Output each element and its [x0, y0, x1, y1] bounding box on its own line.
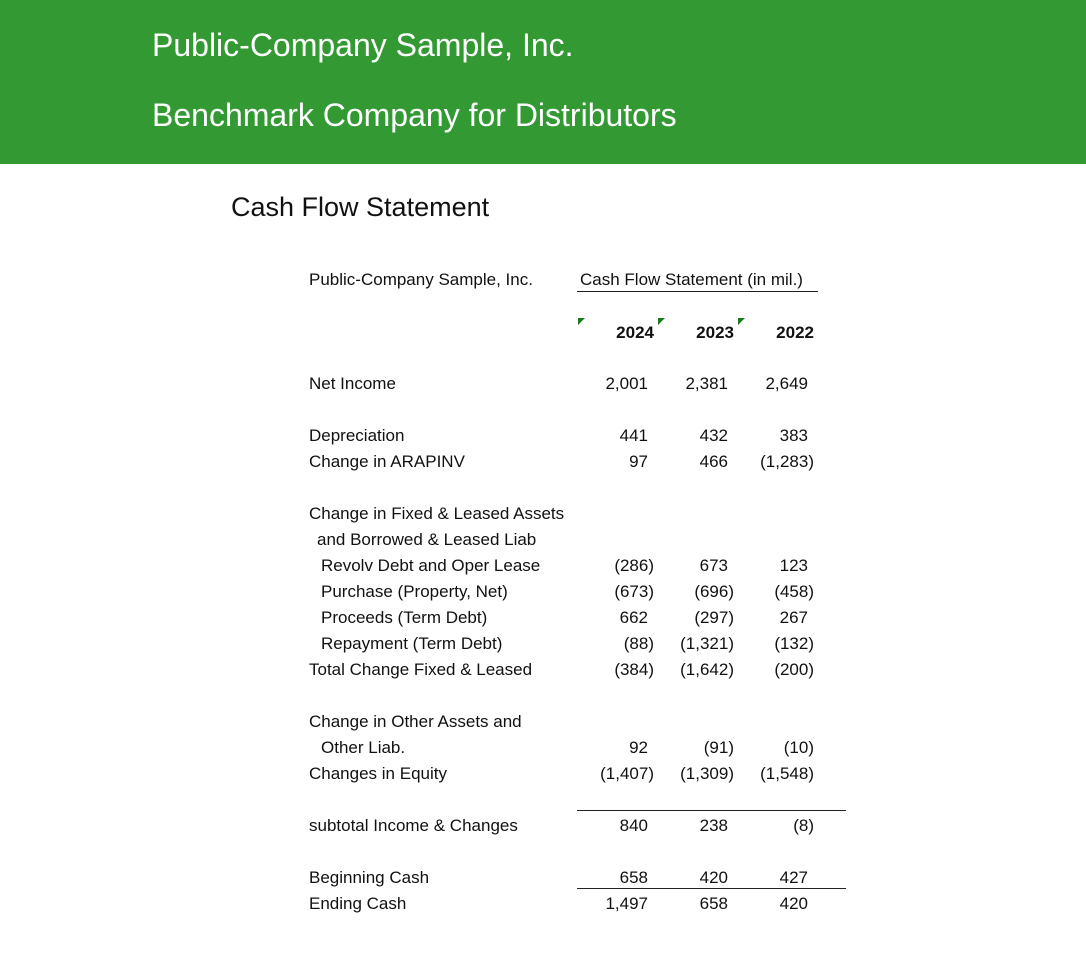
row-label-purchase: Purchase (Property, Net) — [321, 582, 508, 601]
year-header-2023: 2023 — [696, 323, 734, 342]
cell-repayment-2023: (1,321) — [680, 634, 734, 653]
header-subtitle: Benchmark Company for Distributors — [152, 97, 677, 133]
cell-subtotal-2024: 840 — [619, 816, 648, 835]
cell-ending-cash-2022: 420 — [779, 894, 808, 913]
row-label-proceeds: Proceeds (Term Debt) — [321, 608, 488, 627]
cell-ending-cash-2023: 658 — [699, 894, 728, 913]
cell-subtotal-2022: (8) — [793, 816, 814, 835]
cell-revolv-debt-2022: 123 — [779, 556, 808, 575]
cell-other-liab-2024: 92 — [629, 738, 648, 757]
header-band — [0, 0, 1086, 164]
row-label-other-liab: Other Liab. — [321, 738, 406, 757]
row-label-depreciation: Depreciation — [309, 426, 405, 445]
cell-subtotal-2023: 238 — [699, 816, 728, 835]
cell-error-indicator-icon — [738, 318, 745, 325]
cell-proceeds-2024: 662 — [619, 608, 648, 627]
row-label-beginning-cash: Beginning Cash — [309, 868, 430, 887]
cell-purchase-2022: (458) — [774, 582, 814, 601]
cell-revolv-debt-2023: 673 — [699, 556, 728, 575]
cell-other-liab-2023: (91) — [703, 738, 734, 757]
row-label-change-arapinv: Change in ARAPINV — [309, 452, 465, 471]
cell-net-income-2024: 2,001 — [605, 374, 648, 393]
cell-total-fixed-leased-2024: (384) — [614, 660, 654, 679]
header-company-name: Public-Company Sample, Inc. — [152, 27, 574, 63]
page-title: Cash Flow Statement — [231, 192, 490, 222]
cell-change-arapinv-2023: 466 — [699, 452, 728, 471]
cell-beginning-cash-2024: 658 — [619, 868, 648, 887]
row-heading-borrowed-leased: and Borrowed & Leased Liab — [317, 530, 537, 549]
row-label-changes-equity: Changes in Equity — [309, 764, 447, 783]
cell-beginning-cash-2023: 420 — [699, 868, 728, 887]
cell-beginning-cash-2022: 427 — [779, 868, 808, 887]
row-label-revolv-debt: Revolv Debt and Oper Lease — [321, 556, 541, 575]
cell-changes-equity-2024: (1,407) — [600, 764, 654, 783]
table-company-label: Public-Company Sample, Inc. — [309, 270, 533, 289]
cell-repayment-2024: (88) — [623, 634, 654, 653]
cell-ending-cash-2024: 1,497 — [605, 894, 648, 913]
cell-error-indicator-icon — [658, 318, 665, 325]
cell-changes-equity-2022: (1,548) — [760, 764, 814, 783]
row-label-subtotal: subtotal Income & Changes — [309, 816, 518, 835]
cell-repayment-2022: (132) — [774, 634, 814, 653]
row-label-total-fixed-leased: Total Change Fixed & Leased — [309, 660, 533, 679]
cell-error-indicator-icon — [578, 318, 585, 325]
year-header-2022: 2022 — [776, 323, 814, 342]
row-heading-fixed-leased: Change in Fixed & Leased Assets — [309, 504, 565, 523]
cell-depreciation-2023: 432 — [699, 426, 728, 445]
cell-total-fixed-leased-2022: (200) — [774, 660, 814, 679]
cell-net-income-2022: 2,649 — [765, 374, 808, 393]
table-caption: Cash Flow Statement (in mil.) — [580, 270, 803, 289]
ending-cash-rule — [577, 888, 846, 889]
cell-total-fixed-leased-2023: (1,642) — [680, 660, 734, 679]
cell-purchase-2023: (696) — [694, 582, 734, 601]
subtotal-rule — [577, 810, 846, 811]
cell-proceeds-2023: (297) — [694, 608, 734, 627]
row-heading-other-assets: Change in Other Assets and — [309, 712, 522, 731]
caption-underline — [577, 291, 818, 292]
cell-changes-equity-2023: (1,309) — [680, 764, 734, 783]
row-label-ending-cash: Ending Cash — [309, 894, 407, 913]
cell-other-liab-2022: (10) — [783, 738, 814, 757]
cell-net-income-2023: 2,381 — [685, 374, 728, 393]
cell-proceeds-2022: 267 — [779, 608, 808, 627]
year-header-2024: 2024 — [616, 323, 654, 342]
cell-change-arapinv-2024: 97 — [629, 452, 648, 471]
cell-revolv-debt-2024: (286) — [614, 556, 654, 575]
cell-depreciation-2024: 441 — [619, 426, 648, 445]
cell-depreciation-2022: 383 — [779, 426, 808, 445]
cell-change-arapinv-2022: (1,283) — [760, 452, 814, 471]
row-label-repayment: Repayment (Term Debt) — [321, 634, 503, 653]
row-label-net-income: Net Income — [309, 374, 396, 393]
cell-purchase-2024: (673) — [614, 582, 654, 601]
